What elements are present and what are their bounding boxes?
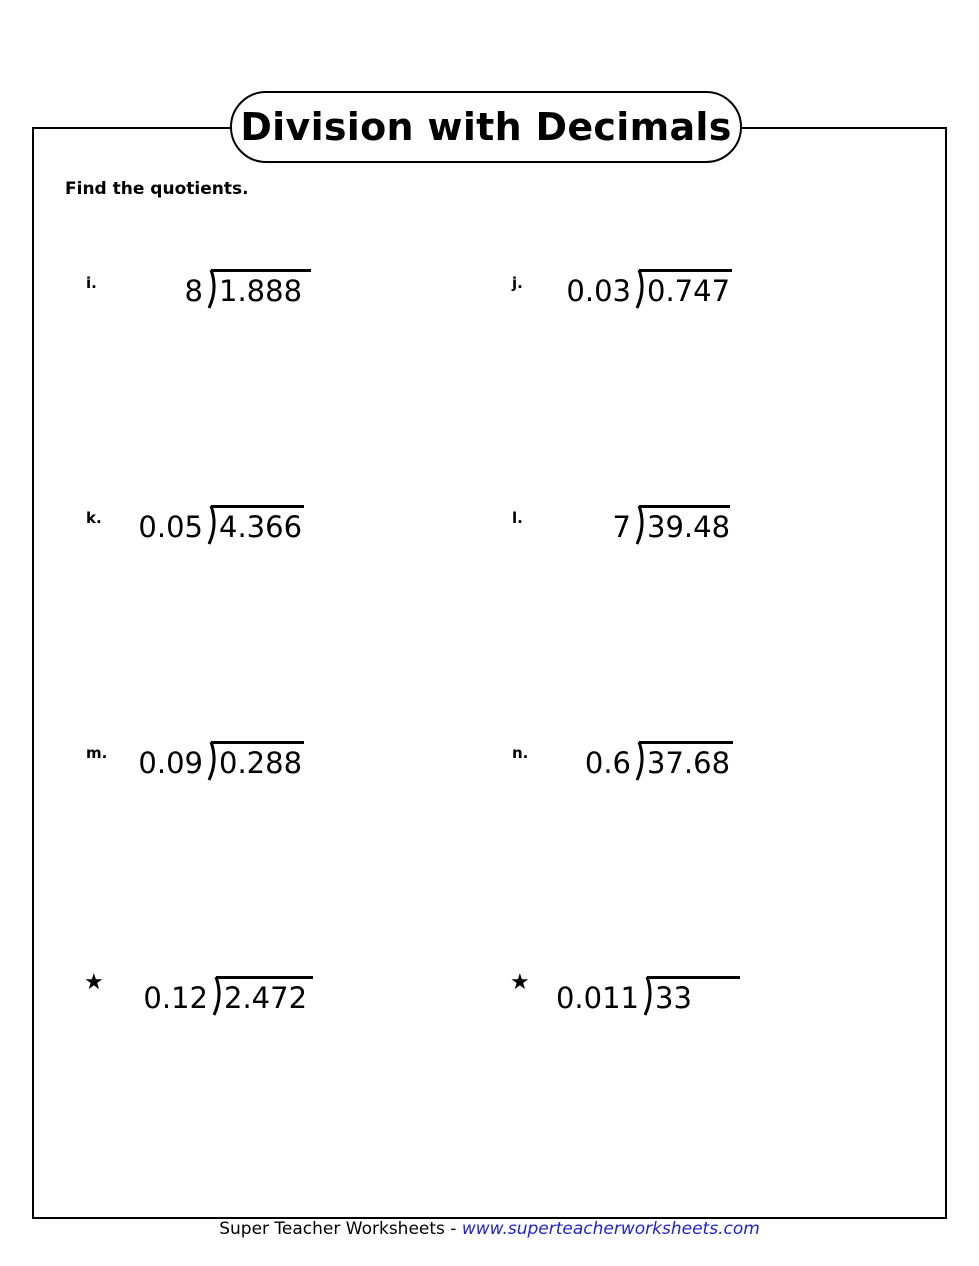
vinculum-line xyxy=(647,976,740,979)
worksheet-border xyxy=(32,127,947,1219)
dividend: 1.888 xyxy=(219,274,303,308)
dividend: 2.472 xyxy=(224,981,308,1015)
dividend: 37.68 xyxy=(647,746,731,780)
long-division-bracket xyxy=(641,976,655,1016)
divisor: 0.6 xyxy=(584,746,631,780)
vinculum-line xyxy=(639,741,733,744)
dividend: 0.747 xyxy=(647,274,731,308)
page-title: Division with Decimals xyxy=(240,105,732,149)
title-banner xyxy=(230,91,742,163)
divisor: 0.05 xyxy=(138,510,203,544)
long-division-bracket xyxy=(633,269,647,309)
vinculum-line xyxy=(211,741,304,744)
problem-label: i. xyxy=(86,274,97,292)
star-icon: ★ xyxy=(510,970,530,995)
problem-label: l. xyxy=(512,509,523,527)
long-division-bracket xyxy=(210,976,224,1016)
long-division-bracket xyxy=(205,505,219,545)
problem-label: m. xyxy=(86,744,108,762)
vinculum-line xyxy=(211,269,311,272)
divisor: 0.12 xyxy=(143,981,208,1015)
vinculum-line xyxy=(211,505,304,508)
divisor: 0.011 xyxy=(555,981,639,1015)
divisor: 0.03 xyxy=(566,274,631,308)
problem-label: k. xyxy=(86,509,102,527)
dividend: 4.366 xyxy=(219,510,303,544)
divisor: 7 xyxy=(612,510,631,544)
long-division-bracket xyxy=(633,741,647,781)
long-division-bracket xyxy=(205,269,219,309)
star-icon: ★ xyxy=(84,970,104,995)
footer-link[interactable]: www.superteacherworksheets.com xyxy=(461,1219,760,1239)
vinculum-line xyxy=(639,505,730,508)
footer xyxy=(0,1219,979,1239)
problem-label: n. xyxy=(512,744,529,762)
dividend: 0.288 xyxy=(219,746,303,780)
vinculum-line xyxy=(639,269,732,272)
dividend: 33 xyxy=(655,981,692,1015)
divisor: 8 xyxy=(184,274,203,308)
dividend: 39.48 xyxy=(647,510,731,544)
instructions: Find the quotients. xyxy=(65,179,249,199)
long-division-bracket xyxy=(633,505,647,545)
divisor: 0.09 xyxy=(138,746,203,780)
footer-brand: Super Teacher Worksheets - xyxy=(219,1219,462,1239)
problem-label: j. xyxy=(512,274,523,292)
long-division-bracket xyxy=(205,741,219,781)
vinculum-line xyxy=(216,976,313,979)
